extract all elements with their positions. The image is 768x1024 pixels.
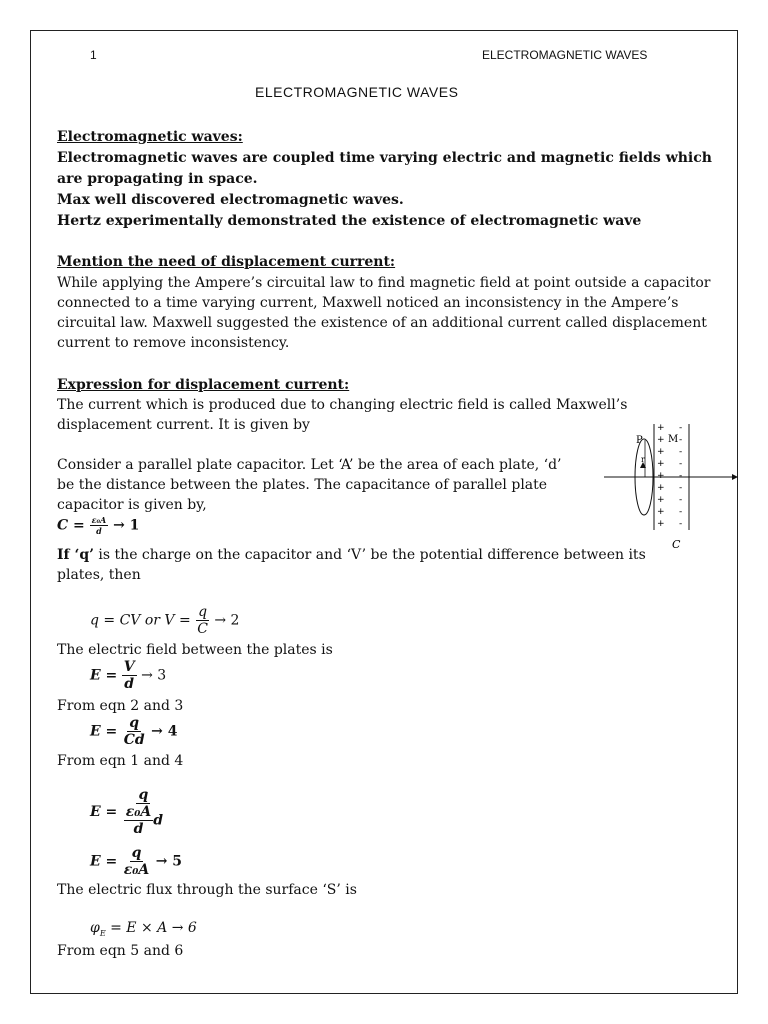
equation-6 [90,920,197,938]
plus-sign: + [657,423,665,433]
plus-sign: + [657,459,665,469]
equation-3-denominator: d [124,676,135,692]
em-waves-line2: are propagating in space. [57,171,258,187]
minus-sign: - [679,471,683,481]
charge-line1 [57,545,646,565]
charge-line2: plates, then [57,567,141,583]
equation-2-fraction [195,605,210,636]
label-p: P [636,435,643,446]
equation-1-numerator: ε₀A [91,515,107,525]
label-m: M [668,434,679,445]
equation-2-denominator: C [197,621,208,637]
equation-5-denominator: ε₀A [123,862,150,878]
plus-sign: + [657,519,665,529]
equation-5-lhs: E = [90,853,118,870]
equation-5-fraction [122,846,152,877]
page-number: 1 [90,48,97,62]
minus-sign: - [679,435,683,445]
charge-line1-bold: If ‘q’ [57,547,94,563]
field-text: The electric field between the plates is [57,642,333,658]
equation-sub-numerator: q [138,787,149,803]
need-line2: connected to a time varying current, Maxwell noticed an inconsistency in the Ampere’s [57,295,679,311]
equation-sub-inner-fraction [124,805,154,836]
expression-line5: capacitor is given by, [57,497,207,513]
section-heading-need: Mention the need of displacement current: [57,254,396,270]
equation-5-numerator: q [131,845,142,861]
equation-6-subscript: E [99,928,106,938]
minus-sign: - [679,459,683,469]
equation-1-tag: → 1 [113,517,140,534]
equation-4-tag: → 4 [151,723,178,740]
label-r: r [641,455,645,464]
page-title: ELECTROMAGNETIC WAVES [255,84,459,100]
equation-4-denominator: Cd [123,732,145,748]
minus-sign: - [679,483,683,493]
equation-1-denominator: d [96,526,102,536]
equation-sub-tail: d [153,812,164,829]
minus-sign: - [679,519,683,529]
plus-sign: + [657,507,665,517]
axis-arrow-right [732,474,738,480]
label-c: C [672,538,681,551]
capacitor-figure [600,420,740,555]
em-waves-line1: Electromagnetic waves are coupled time varying electric and magnetic fields which [57,150,712,166]
plus-sign: + [657,471,665,481]
equation-5-tag: → 5 [155,853,183,870]
from-eqn-1-4: From eqn 1 and 4 [57,753,184,769]
equation-4-numerator: q [129,715,140,731]
equation-4 [90,716,177,747]
em-waves-line4: Hertz experimentally demonstrated the existence of electromagnetic wave [57,213,642,229]
equation-2-numerator: q [198,604,208,620]
equation-1 [57,516,139,535]
equation-3-tag: → 3 [141,667,167,684]
equation-1-fraction [90,516,109,535]
equation-3-lhs: E = [90,667,118,684]
equation-sub-inner-numerator: ε₀A [125,804,152,820]
equation-sub-fraction [122,788,165,836]
equation-sub-lhs: E = [90,804,118,820]
equation-2 [90,605,239,636]
equation-3-numerator: V [123,659,135,675]
expression-line3: Consider a parallel plate capacitor. Let ‘A’ be the area of each plate, ‘d’ [57,457,562,473]
minus-sign: - [679,507,683,517]
equation-2-left: q = CV or V = [90,612,191,629]
equation-3 [90,660,166,691]
equation-6-phi: φ [90,920,100,936]
equation-sub-denominator [122,804,165,836]
minus-sign: - [679,495,683,505]
equation-sub-inner-denominator: d [133,821,144,837]
need-line1: While applying the Ampere’s circuital law to find magnetic field at point outside a capacitor [57,275,711,291]
equation-2-tag: → 2 [214,612,240,629]
equation-1-lhs: C = [57,517,85,534]
need-line3: circuital law. Maxwell suggested the existence of an additional current called displacement [57,315,707,331]
minus-sign: - [679,447,683,457]
plus-sign: + [657,483,665,493]
equation-substituted [90,788,165,836]
plus-sign: + [657,447,665,457]
expression-line4: be the distance between the plates. The capacitance of parallel plate [57,477,548,493]
expression-line1: The current which is produced due to changing electric field is called Maxwell’s [57,397,628,413]
minus-sign: - [679,423,683,433]
flux-text: The electric flux through the surface ‘S’ is [57,882,357,898]
section-heading-expression: Expression for displacement current: [57,377,350,393]
from-eqn-5-6: From eqn 5 and 6 [57,943,184,959]
from-eqn-2-3: From eqn 2 and 3 [57,698,184,714]
em-waves-line3: Max well discovered electromagnetic waves. [57,192,404,208]
equation-6-rest: = E × A → 6 [105,920,197,936]
equation-4-fraction [122,716,147,747]
expression-line2: displacement current. It is given by [57,417,310,433]
equation-4-lhs: E = [90,723,118,740]
plus-sign: + [657,495,665,505]
running-title: ELECTROMAGNETIC WAVES [482,48,648,62]
section-heading-em-waves: Electromagnetic waves: [57,129,243,145]
equation-5 [90,846,182,877]
charge-line1-rest: is the charge on the capacitor and ‘V’ be the potential difference between its [93,547,646,563]
plus-sign: + [657,435,665,445]
need-line4: current to remove inconsistency. [57,335,290,351]
equation-3-fraction [122,660,137,691]
